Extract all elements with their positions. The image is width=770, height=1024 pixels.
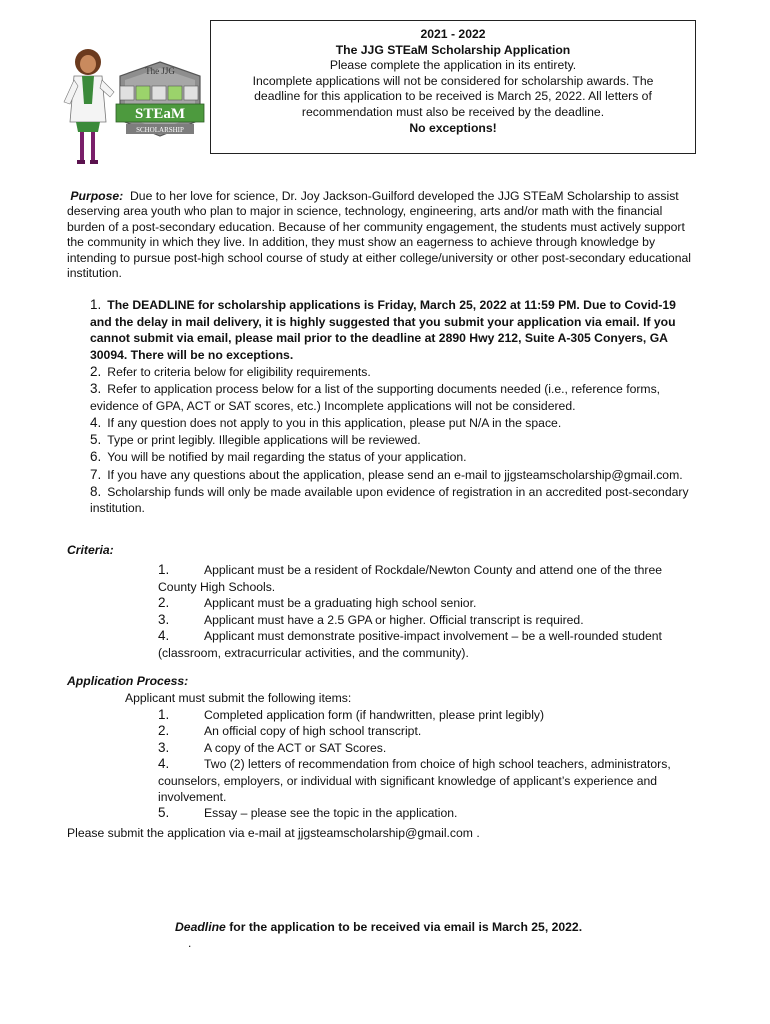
- criteria-text: Applicant must demonstrate positive-impact involvement – be a well-rounded student (classroom, extracurricular activities, and the community).: [158, 629, 662, 660]
- process-number: 3.: [158, 739, 170, 755]
- process-list: [158, 707, 703, 822]
- process-text: A copy of the ACT or SAT Scores.: [204, 740, 387, 755]
- process-number: 1.: [158, 707, 170, 722]
- rule-text: You will be notified by mail regarding the status of your application.: [107, 450, 467, 465]
- rule-text: The DEADLINE for scholarship applications is Friday, March 25, 2022 at 11:59 PM. Due to Covid-19 and the delay in mail delivery, it is highly suggested that you submit your application via email. If you cannot submit via email, please mail prior to the deadline at 2890 Hwy 212, Suite A-305 Conyers, GA 30094. There will be no exceptions.: [90, 298, 676, 362]
- deadline-statement: [175, 920, 582, 934]
- process-item: [158, 740, 703, 756]
- process-text: Essay – please see the topic in the application.: [204, 806, 458, 821]
- process-number: 5.: [158, 805, 170, 821]
- logo-line3: SCHOLARSHIP: [136, 126, 184, 134]
- process-item: [158, 707, 703, 723]
- header-no-exceptions: No exceptions!: [409, 120, 497, 135]
- rule-number: 1.: [90, 297, 102, 312]
- rule-number: 3.: [90, 381, 102, 397]
- criteria-number: 1.: [158, 562, 170, 577]
- rule-number: 8.: [90, 483, 102, 499]
- rule-number: 7.: [90, 466, 102, 482]
- criteria-number: 4.: [158, 628, 170, 644]
- logo-line1: The JJG: [145, 66, 175, 76]
- criteria-number: 3.: [158, 611, 170, 627]
- rule-item: [90, 415, 695, 432]
- steam-scholarship-logo: [60, 42, 220, 170]
- rule-number: 2.: [90, 363, 102, 379]
- rule-text: Scholarship funds will only be made available upon evidence of registration in an accredited post-secondary institution.: [90, 484, 689, 516]
- process-intro: Applicant must submit the following items:: [125, 691, 352, 705]
- purpose-text: Due to her love for science, Dr. Joy Jackson-Guilford developed the JJG STEaM Scholarship to assist deserving area youth who plan to major in science, technology, engineering, arts and/or math with the financial burden of a post-secondary education. Because of her community engagement, the students must actively support the community in which they live. In addition, they must show an eagerness to achieve through knowledge by intending to pursue post-high school course of study at either college/university or other post-secondary educational institution.: [67, 189, 691, 281]
- criteria-heading: Criteria:: [67, 543, 114, 557]
- header-line3: deadline for this application to be received is March 25, 2022. All letters of: [254, 89, 652, 104]
- process-item: [158, 723, 703, 739]
- rule-number: 4.: [90, 414, 102, 430]
- criteria-list: [158, 562, 698, 662]
- header-line1: Please complete the application in its entirety.: [329, 58, 577, 73]
- process-item: [158, 756, 703, 805]
- rule-text: Refer to criteria below for eligibility requirements.: [107, 364, 371, 379]
- rule-item: [90, 449, 695, 466]
- process-item: [158, 805, 703, 821]
- process-text: An official copy of high school transcript.: [204, 724, 422, 739]
- rule-text: If you have any questions about the application, please send an e-mail to jjgsteamscholarship@gmail.com.: [107, 467, 683, 482]
- criteria-number: 2.: [158, 595, 170, 611]
- process-text: Completed application form (if handwritten, please print legibly): [204, 708, 545, 722]
- process-text: Two (2) letters of recommendation from choice of high school teachers, administrators, counselors, employers, or individual with significant knowledge of applicant’s experience and involvement.: [158, 757, 671, 805]
- rule-item: [90, 467, 695, 484]
- rule-text: Type or print legibly. Illegible applications will be reviewed.: [107, 433, 421, 448]
- rule-number: 5.: [90, 432, 102, 448]
- rule-item: [90, 484, 695, 517]
- criteria-text: Applicant must have a 2.5 GPA or higher. Official transcript is required.: [204, 612, 584, 627]
- rule-item: [90, 297, 695, 363]
- criteria-item: [158, 595, 698, 612]
- header-box: [210, 20, 696, 154]
- rule-item: [90, 432, 695, 449]
- header-line4: recommendation must also be received by the deadline.: [301, 104, 605, 119]
- rule-item: [90, 364, 695, 381]
- process-heading: Application Process:: [67, 674, 189, 688]
- rule-number: 6.: [90, 449, 102, 465]
- rule-item: [90, 381, 695, 414]
- header-year: 2021 - 2022: [420, 27, 486, 41]
- deadline-rest: for the application to be received via email is March 25, 2022.: [225, 920, 583, 934]
- trailing-dot: .: [188, 936, 192, 950]
- header-title: The JJG STEaM Scholarship Application: [335, 42, 571, 57]
- purpose-paragraph: [67, 189, 697, 281]
- rule-text: Refer to application process below for a list of the supporting documents needed (i.e., reference forms, evidence of GPA, ACT or SAT scores, etc.) Incomplete applications will not be considered.: [90, 382, 661, 413]
- submit-instruction: Please submit the application via e-mail at jjgsteamscholarship@gmail.com .: [67, 826, 480, 840]
- process-number: 4.: [158, 756, 170, 772]
- rules-list: [90, 297, 695, 517]
- criteria-text: Applicant must be a graduating high school senior.: [204, 596, 477, 611]
- rule-text: If any question does not apply to you in this application, please put N/A in the space.: [107, 415, 562, 430]
- purpose-label: Purpose:: [70, 189, 124, 203]
- criteria-item: [158, 612, 698, 629]
- criteria-item: [158, 562, 698, 595]
- header-line2: Incomplete applications will not be considered for scholarship awards. The: [252, 73, 654, 88]
- deadline-lead: Deadline: [175, 920, 226, 934]
- logo-line2: STEaM: [134, 106, 186, 122]
- criteria-item: [158, 628, 698, 661]
- criteria-text: Applicant must be a resident of Rockdale/Newton County and attend one of the three County High Schools.: [158, 563, 662, 594]
- process-number: 2.: [158, 723, 170, 739]
